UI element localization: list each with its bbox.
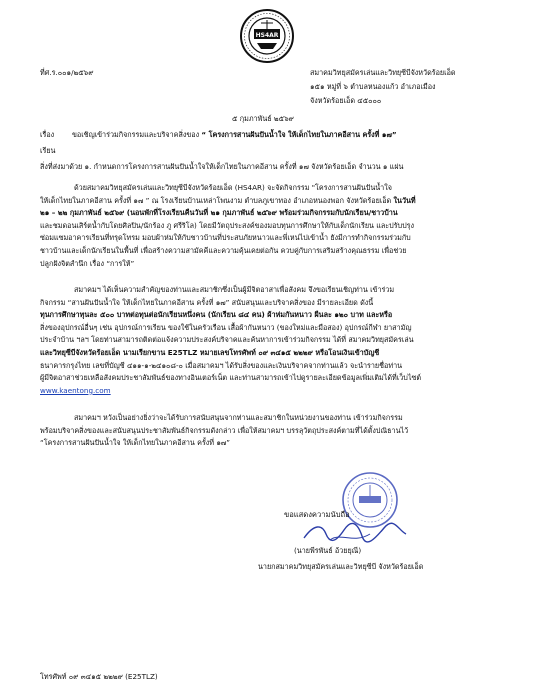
para2-line: สมาคมฯ ได้เห็นความสำคัญของท่านและสมาชิกซึ่งเป็นผู้มีจิตอาสาเพื่อสังคม จึงขอเรียนเชิญท่าน เข้าร่วม	[74, 285, 395, 294]
subject-text	[72, 130, 397, 140]
signatory-name: (นายพีรพันธ์ อ้วยยุณี)	[294, 546, 362, 555]
sender-name: สมาคมวิทยุสมัครเล่นและวิทยุซีบีจังหวัดร้อยเอ็ด	[310, 68, 456, 77]
association-seal-logo	[239, 7, 295, 65]
subject-intro: ขอเชิญเข้าร่วมกิจกรรมและบริจาคสิ่งของ	[72, 130, 200, 139]
para2-line: และวิทยุซีบีจังหวัดร้อยเอ็ด นามเรียกขาน E25TLZ หมายเลขโทรศัพท์ ๐๙ ๓๔๑๕ ๒๒๒๙ หรือโอนเงินเข้าบัญชี	[40, 347, 380, 357]
para1-line: ด้วยสมาคมวิทยุสมัครเล่นและวิทยุซีบีจังหวัดร้อยเอ็ด (HS4AR) จะจัดกิจกรรม "โครงการสานฝันปันน้ำใจ	[74, 183, 392, 192]
para1-line: ชาวบ้านและเด็กนักเรียนในพื้นที่ เพื่อสร้างความสามัคคีและความคุ้นเคยต่อกัน ควบคู่กับการเสริมสร้างคุณธรรม เพื่อช่วย	[40, 245, 407, 255]
reference-number: ที่ศ.ร.๐๐๑/๒๕๖๙	[40, 68, 94, 77]
svg-text:HS4AR: HS4AR	[255, 32, 279, 39]
para3-line: สมาคมฯ หวังเป็นอย่างยิ่งว่าจะได้รับการสนับสนุนจากท่านและสมาชิกในหน่วยงานของท่าน เข้าร่วมกิจกรรม	[74, 413, 403, 422]
para2-line: ประจำบ้าน ฯลฯ โดยท่านสามารถติดต่อแจ้งความประสงค์บริจาคและค้นหาการเข้าร่วมกิจกรรม ได้ที่ สมาคมวิทยุสมัครเล่น	[40, 335, 414, 345]
paragraph-closing	[40, 412, 496, 450]
para2-line: ทุนการศึกษาทุนละ ๕๐๐ บาทต่อทุนต่อนักเรียนหนึ่งคน (นักเรียน ๘๔ คน) ผ้าห่มกันหนาว ผืนละ ๑๒๐ บาท และหรือ	[40, 310, 393, 320]
subject-label: เรื่อง	[40, 130, 55, 139]
para2-line: ธนาคารกรุงไทย เลขที่บัญชี ๔๑๑-๑-๒๔๑๐๘-๐ เมื่อสมาคมฯ ได้รับสิ่งของและเงินบริจาคจากท่านแล้ว จะนำรายชื่อท่าน	[40, 360, 403, 370]
para1-line: ซ่อมแซมอาคารเรียนที่ทรุดโทรม มอบผ้าห่มให้กับชาวบ้านที่ประสบภัยหนาวและพี่เหน่ไปเข้าน้ำ ยังมีการทำกิจกรรมร่วมกับ	[40, 233, 411, 243]
para3-line: “โครงการสานฝันปันน้ำใจ ให้เด็กไทยในภาคอีสาน ครั้งที่ ๑๗”	[40, 438, 231, 448]
footer-phone: โทรศัพท์ ๐๙ ๓๔๑๕ ๒๒๒๙ (E25TLZ)	[40, 672, 158, 681]
para1-line: และชมดอนเสิร์ตน้ำกับโดยศิลปิน/นักร้อง ภู ศรีริโล) โดยมีวัตถุประสงค์ของมอบทุนการศึกษาให้กับเด็กนักเรียน และปรับปรุง	[40, 220, 415, 230]
sender-address-line2: จังหวัดร้อยเอ็ด ๔๕๐๐๐	[310, 96, 382, 105]
para1-line: ๒๑ – ๒๒ กุมภาพันธ์ ๒๕๖๙ (นอนพักที่โรงเรียนคืนวันที่ ๒๑ กุมภาพันธ์ ๒๕๖๙ พร้อมร่วมกิจกรรมกับนักเรียน/ชาวบ้าน	[40, 208, 398, 218]
subject-project-title: “ โครงการสานฝันปันน้ำใจ ให้เด็กไทยในภาคอีสาน ครั้งที่ ๑๗”	[201, 130, 397, 139]
salutation-label: เรียน	[40, 146, 56, 155]
para1-line: ปลูกฝังจิตสำนึก เรื่อง “การให้”	[40, 258, 135, 268]
letter-date: ๕ กุมภาพันธ์ ๒๕๖๙	[232, 114, 294, 123]
para2-line: สิ่งของอุปกรณ์อื่นๆ เช่น อุปกรณ์การเรียน ของใช้ในครัวเรือน เสื้อผ้ากันหนาว (ของใหม่และมือสอง) อุปกรณ์กีฬา ยาสามัญ	[40, 322, 412, 332]
website-link[interactable]: www.kaentong.com	[40, 385, 111, 395]
signatory-title: นายกสมาคมวิทยุสมัครเล่นและวิทยุซีบี จังหวัดร้อยเอ็ด	[258, 562, 424, 571]
closing-phrase: ขอแสดงความนับถือ	[284, 510, 350, 519]
para1-line: ให้เด็กไทยในภาคอีสาน ครั้งที่ ๑๗ ” ณ โรงเรียนบ้านเหล่าโพนงาม ตำบลภูเขาทอง อำเภอหนองพอก จังหวัดร้อยเอ็ด ในวันที่	[40, 195, 416, 205]
para2-line: ผู้มีจิตอาสาช่วยเหลือสังคมประชาสัมพันธ์ของทางอินเตอร์เน็ต และท่านสามารถเข้าไปดูรายละเอียดข้อมูลเพิ่มเติมได้ที่เว็บไซต์	[40, 373, 421, 383]
para3-line: พร้อมบริจาคสิ่งของและสนับสนุนประชาสัมพันธ์กิจกรรมดังกล่าว เพื่อให้สมาคมฯ บรรลุวัตถุประสงค์ตามที่ได้ตั้งปณิธานไว้	[40, 425, 409, 435]
paragraph-donation-details	[40, 284, 496, 397]
handwritten-signature	[300, 520, 410, 546]
sender-address-line1: ๑๕๑ หมู่ที่ ๖ ตำบลหนองแก้ว อำเภอเมือง	[310, 82, 436, 91]
enclosure-line: สิ่งที่ส่งมาด้วย ๑. กำหนดการโครงการสานฝันปันน้ำใจให้เด็กไทยในภาคอีสาน ครั้งที่ ๑๗ จังหวัดร้อยเอ็ด จำนวน ๑ แผ่น	[40, 162, 404, 171]
para2-line: กิจกรรม “สานฝันปันน้ำใจ ให้เด็กไทยในภาคอีสาน ครั้งที่ ๑๗” สนับสนุนและบริจาคสิ่งของ มีรายละเอียด ดังนี้	[40, 297, 374, 307]
paragraph-invitation	[40, 182, 496, 270]
